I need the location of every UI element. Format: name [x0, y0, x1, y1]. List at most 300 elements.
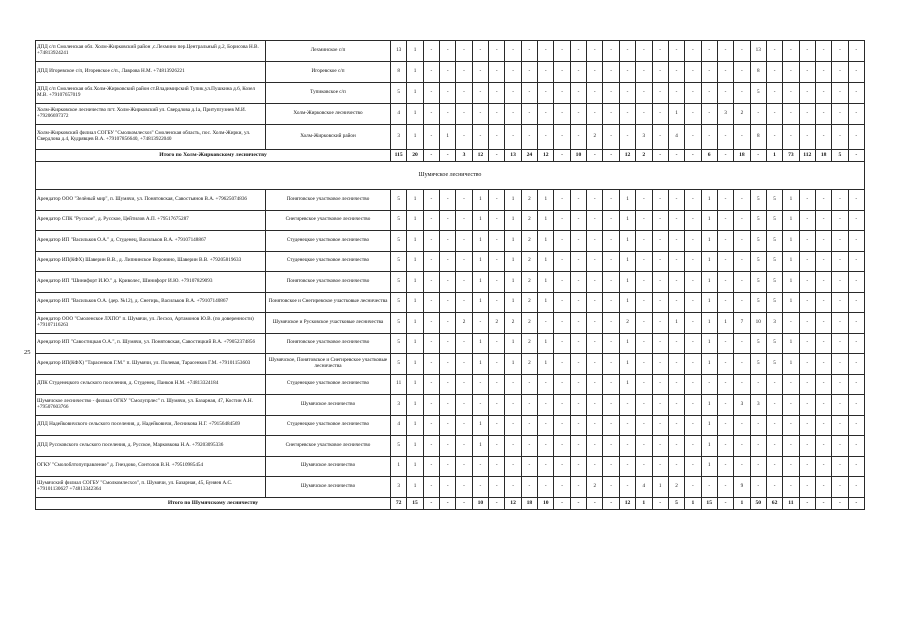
- value-cell: -: [799, 272, 815, 293]
- value-cell: 1: [407, 374, 423, 395]
- value-cell: -: [668, 190, 684, 211]
- total-value-cell: -: [685, 150, 701, 162]
- organization-cell: Арендатор ИП "Шинифорт И.Ю." д. Криволес, Шинифорт И.Ю. +79107829093: [36, 272, 266, 293]
- value-cell: -: [701, 104, 717, 125]
- value-cell: -: [423, 333, 439, 354]
- value-cell: -: [685, 41, 701, 62]
- total-value-cell: 5: [832, 150, 848, 162]
- value-cell: -: [587, 456, 603, 477]
- organization-cell: ДПД Руссковского сельского поселения, д. Русское, Марковкова Н.А. +79203095336: [36, 436, 266, 457]
- total-value-cell: -: [603, 497, 619, 509]
- value-cell: 1: [619, 251, 635, 272]
- value-cell: -: [603, 313, 619, 334]
- value-cell: 5: [766, 210, 782, 231]
- section-row: [36, 162, 865, 190]
- value-cell: 1: [407, 415, 423, 436]
- table-row: [36, 125, 865, 150]
- total-value-cell: -: [717, 497, 733, 509]
- value-cell: -: [538, 125, 554, 150]
- total-value-cell: 12: [472, 150, 488, 162]
- value-cell: -: [456, 104, 472, 125]
- value-cell: -: [603, 333, 619, 354]
- value-cell: -: [554, 272, 570, 293]
- value-cell: -: [668, 62, 684, 83]
- value-cell: -: [668, 374, 684, 395]
- value-cell: -: [815, 354, 831, 375]
- value-cell: -: [423, 395, 439, 416]
- value-cell: -: [505, 83, 521, 104]
- value-cell: -: [505, 104, 521, 125]
- value-cell: -: [570, 415, 586, 436]
- value-cell: 1: [407, 125, 423, 150]
- value-cell: -: [685, 210, 701, 231]
- value-cell: -: [456, 436, 472, 457]
- value-cell: -: [815, 374, 831, 395]
- total-value-cell: 62: [766, 497, 782, 509]
- value-cell: 5: [750, 333, 766, 354]
- value-cell: -: [554, 83, 570, 104]
- table-row: [36, 190, 865, 211]
- value-cell: -: [603, 272, 619, 293]
- value-cell: 2: [521, 190, 537, 211]
- value-cell: -: [554, 354, 570, 375]
- value-cell: -: [554, 313, 570, 334]
- table-row: [36, 354, 865, 375]
- value-cell: -: [717, 272, 733, 293]
- value-cell: -: [570, 251, 586, 272]
- value-cell: -: [848, 210, 864, 231]
- resource-table: [35, 40, 865, 510]
- value-cell: -: [815, 272, 831, 293]
- value-cell: 3: [391, 477, 407, 498]
- value-cell: -: [783, 62, 799, 83]
- value-cell: 13: [750, 41, 766, 62]
- value-cell: 5: [391, 436, 407, 457]
- value-cell: 2: [489, 313, 505, 334]
- value-cell: -: [489, 104, 505, 125]
- value-cell: -: [799, 210, 815, 231]
- total-value-cell: -: [587, 497, 603, 509]
- value-cell: -: [717, 374, 733, 395]
- area-cell: Студенецкое участковое лесничество: [266, 415, 391, 436]
- value-cell: -: [832, 83, 848, 104]
- value-cell: -: [832, 415, 848, 436]
- area-cell: Понятовское участковое лесничество: [266, 333, 391, 354]
- value-cell: -: [734, 210, 750, 231]
- value-cell: -: [423, 251, 439, 272]
- value-cell: -: [489, 395, 505, 416]
- value-cell: -: [799, 313, 815, 334]
- value-cell: -: [521, 436, 537, 457]
- value-cell: -: [701, 62, 717, 83]
- value-cell: 2: [521, 272, 537, 293]
- value-cell: -: [570, 62, 586, 83]
- value-cell: -: [619, 41, 635, 62]
- value-cell: -: [783, 374, 799, 395]
- total-value-cell: 10: [570, 150, 586, 162]
- value-cell: -: [701, 41, 717, 62]
- total-value-cell: 115: [391, 150, 407, 162]
- value-cell: -: [783, 456, 799, 477]
- value-cell: 1: [407, 313, 423, 334]
- value-cell: -: [423, 354, 439, 375]
- value-cell: -: [701, 477, 717, 498]
- value-cell: 1: [783, 210, 799, 231]
- table-row: [36, 313, 865, 334]
- value-cell: -: [636, 272, 652, 293]
- value-cell: -: [652, 83, 668, 104]
- value-cell: 1: [391, 456, 407, 477]
- value-cell: -: [570, 436, 586, 457]
- total-value-cell: -: [717, 150, 733, 162]
- organization-cell: ДПД Игоревское с/п, Игоревское с/п., Лаврова Н.М. +74813926221: [36, 62, 266, 83]
- value-cell: -: [440, 436, 456, 457]
- value-cell: 1: [538, 231, 554, 252]
- value-cell: -: [848, 456, 864, 477]
- value-cell: 3: [391, 395, 407, 416]
- value-cell: -: [685, 272, 701, 293]
- value-cell: -: [489, 333, 505, 354]
- value-cell: 5: [766, 333, 782, 354]
- value-cell: -: [440, 313, 456, 334]
- value-cell: -: [440, 104, 456, 125]
- value-cell: -: [832, 354, 848, 375]
- area-cell: Игоревское с/п: [266, 62, 391, 83]
- value-cell: -: [685, 415, 701, 436]
- value-cell: -: [668, 395, 684, 416]
- value-cell: -: [668, 415, 684, 436]
- value-cell: -: [636, 374, 652, 395]
- table-row: [36, 477, 865, 498]
- value-cell: -: [440, 231, 456, 252]
- value-cell: -: [587, 231, 603, 252]
- total-value-cell: 12: [538, 150, 554, 162]
- value-cell: -: [440, 333, 456, 354]
- total-value-cell: 18: [521, 497, 537, 509]
- value-cell: -: [587, 210, 603, 231]
- value-cell: -: [554, 62, 570, 83]
- value-cell: -: [750, 436, 766, 457]
- value-cell: 5: [766, 190, 782, 211]
- value-cell: -: [423, 477, 439, 498]
- value-cell: -: [554, 41, 570, 62]
- value-cell: -: [766, 41, 782, 62]
- value-cell: -: [587, 313, 603, 334]
- value-cell: -: [652, 456, 668, 477]
- value-cell: 4: [391, 415, 407, 436]
- value-cell: 5: [766, 292, 782, 313]
- value-cell: -: [668, 251, 684, 272]
- area-cell: Шумячское лесничество: [266, 456, 391, 477]
- value-cell: -: [554, 477, 570, 498]
- area-cell: Холм-Жирковский район: [266, 125, 391, 150]
- value-cell: -: [423, 83, 439, 104]
- value-cell: 3: [734, 395, 750, 416]
- value-cell: -: [815, 83, 831, 104]
- value-cell: 3: [391, 125, 407, 150]
- value-cell: -: [619, 83, 635, 104]
- value-cell: 1: [701, 292, 717, 313]
- value-cell: -: [717, 436, 733, 457]
- area-cell: Понятовское участковое лесничество: [266, 272, 391, 293]
- value-cell: -: [685, 292, 701, 313]
- total-value-cell: 15: [701, 497, 717, 509]
- total-value-cell: -: [554, 150, 570, 162]
- value-cell: -: [799, 456, 815, 477]
- value-cell: -: [799, 477, 815, 498]
- value-cell: -: [701, 83, 717, 104]
- value-cell: 2: [521, 313, 537, 334]
- value-cell: -: [766, 477, 782, 498]
- value-cell: 2: [505, 313, 521, 334]
- value-cell: 1: [619, 333, 635, 354]
- value-cell: -: [848, 125, 864, 150]
- value-cell: 5: [750, 292, 766, 313]
- value-cell: 4: [636, 477, 652, 498]
- value-cell: -: [717, 354, 733, 375]
- value-cell: -: [685, 125, 701, 150]
- value-cell: 2: [521, 333, 537, 354]
- total-value-cell: 5: [668, 497, 684, 509]
- value-cell: 1: [505, 292, 521, 313]
- value-cell: -: [734, 436, 750, 457]
- value-cell: -: [554, 456, 570, 477]
- value-cell: -: [554, 251, 570, 272]
- value-cell: -: [799, 104, 815, 125]
- value-cell: -: [619, 104, 635, 125]
- value-cell: -: [538, 374, 554, 395]
- value-cell: -: [766, 415, 782, 436]
- value-cell: -: [603, 125, 619, 150]
- value-cell: -: [799, 374, 815, 395]
- value-cell: -: [587, 395, 603, 416]
- value-cell: -: [734, 415, 750, 436]
- area-cell: Студенецкое участковое лесничество: [266, 231, 391, 252]
- total-value-cell: -: [848, 150, 864, 162]
- value-cell: -: [456, 292, 472, 313]
- organization-cell: Арендатор ООО "Зелёный мир", п. Шумячи, ул. Понятовская, Савостьянов В.А. +79625074836: [36, 190, 266, 211]
- area-cell: Лехминское с/п: [266, 41, 391, 62]
- value-cell: 5: [766, 231, 782, 252]
- total-value-cell: -: [652, 497, 668, 509]
- value-cell: -: [815, 395, 831, 416]
- area-cell: Шумячское, Понятовское и Снегиревское участковые лесничества: [266, 354, 391, 375]
- value-cell: -: [848, 62, 864, 83]
- table-row: [36, 436, 865, 457]
- table-row: [36, 292, 865, 313]
- value-cell: -: [832, 313, 848, 334]
- value-cell: 2: [619, 313, 635, 334]
- value-cell: -: [815, 190, 831, 211]
- value-cell: 1: [472, 210, 488, 231]
- section-title: Шумячское лесничество: [36, 162, 865, 190]
- table-row: [36, 272, 865, 293]
- value-cell: 1: [407, 62, 423, 83]
- value-cell: 1: [701, 251, 717, 272]
- table-row: [36, 395, 865, 416]
- total-value-cell: 12: [619, 497, 635, 509]
- value-cell: 1: [472, 333, 488, 354]
- value-cell: -: [636, 354, 652, 375]
- value-cell: -: [734, 41, 750, 62]
- value-cell: -: [815, 41, 831, 62]
- total-value-cell: 24: [521, 150, 537, 162]
- value-cell: -: [505, 395, 521, 416]
- total-value-cell: 13: [505, 150, 521, 162]
- value-cell: -: [489, 456, 505, 477]
- total-value-cell: -: [750, 150, 766, 162]
- value-cell: 1: [407, 354, 423, 375]
- value-cell: -: [636, 41, 652, 62]
- value-cell: 2: [521, 354, 537, 375]
- value-cell: -: [652, 190, 668, 211]
- organization-cell: ОГКУ "Смолоблтопуправление" д. Гнездово, Сонтолов В.Н. +79510985454: [36, 456, 266, 477]
- value-cell: -: [554, 104, 570, 125]
- value-cell: -: [570, 456, 586, 477]
- value-cell: 4: [668, 125, 684, 150]
- value-cell: 1: [701, 190, 717, 211]
- value-cell: -: [538, 83, 554, 104]
- value-cell: -: [505, 41, 521, 62]
- value-cell: -: [636, 104, 652, 125]
- value-cell: -: [734, 333, 750, 354]
- value-cell: -: [799, 190, 815, 211]
- value-cell: -: [440, 251, 456, 272]
- value-cell: -: [456, 190, 472, 211]
- total-value-cell: -: [456, 497, 472, 509]
- value-cell: -: [734, 251, 750, 272]
- total-value-cell: -: [554, 497, 570, 509]
- value-cell: -: [472, 313, 488, 334]
- value-cell: -: [521, 62, 537, 83]
- value-cell: -: [505, 456, 521, 477]
- value-cell: -: [783, 83, 799, 104]
- value-cell: -: [783, 415, 799, 436]
- value-cell: -: [652, 210, 668, 231]
- value-cell: -: [505, 374, 521, 395]
- value-cell: -: [440, 41, 456, 62]
- total-value-cell: 20: [407, 150, 423, 162]
- value-cell: -: [489, 251, 505, 272]
- value-cell: -: [668, 292, 684, 313]
- organization-cell: Холм-Жирковский филиал СОГБУ "Смолкомлесхоз" Смоленская область, пос. Холм-Жирки, ул. Свердлова д.4, Кудрявцев В.А. +79107856640, +74813922040: [36, 125, 266, 150]
- value-cell: -: [489, 231, 505, 252]
- value-cell: -: [734, 292, 750, 313]
- value-cell: -: [456, 125, 472, 150]
- value-cell: -: [832, 251, 848, 272]
- value-cell: -: [783, 104, 799, 125]
- page-number: 25: [24, 349, 31, 356]
- value-cell: -: [570, 395, 586, 416]
- value-cell: -: [472, 477, 488, 498]
- value-cell: -: [521, 456, 537, 477]
- value-cell: -: [472, 62, 488, 83]
- value-cell: -: [685, 83, 701, 104]
- value-cell: 5: [750, 231, 766, 252]
- value-cell: -: [472, 374, 488, 395]
- total-value-cell: -: [440, 150, 456, 162]
- value-cell: -: [619, 62, 635, 83]
- value-cell: -: [848, 395, 864, 416]
- value-cell: -: [440, 210, 456, 231]
- value-cell: -: [603, 83, 619, 104]
- value-cell: -: [521, 415, 537, 436]
- value-cell: 5: [391, 292, 407, 313]
- value-cell: 5: [391, 190, 407, 211]
- value-cell: -: [456, 83, 472, 104]
- value-cell: -: [783, 477, 799, 498]
- value-cell: -: [570, 104, 586, 125]
- value-cell: 1: [440, 125, 456, 150]
- value-cell: -: [489, 190, 505, 211]
- value-cell: -: [440, 272, 456, 293]
- value-cell: -: [652, 333, 668, 354]
- value-cell: -: [636, 292, 652, 313]
- value-cell: -: [766, 104, 782, 125]
- value-cell: -: [489, 477, 505, 498]
- value-cell: 1: [472, 292, 488, 313]
- value-cell: -: [570, 292, 586, 313]
- value-cell: -: [848, 415, 864, 436]
- table-row: [36, 415, 865, 436]
- value-cell: -: [423, 456, 439, 477]
- area-cell: Понятовское и Снегиревское участковые лесничества: [266, 292, 391, 313]
- value-cell: -: [603, 251, 619, 272]
- table-row: [36, 210, 865, 231]
- value-cell: 1: [619, 292, 635, 313]
- value-cell: -: [587, 83, 603, 104]
- value-cell: -: [505, 125, 521, 150]
- value-cell: -: [489, 415, 505, 436]
- total-label: Итого по Шумячскому лесничеству: [36, 497, 391, 509]
- value-cell: 1: [472, 415, 488, 436]
- value-cell: -: [815, 436, 831, 457]
- value-cell: -: [456, 374, 472, 395]
- value-cell: -: [456, 477, 472, 498]
- area-cell: Холм-Жирковское лесничество: [266, 104, 391, 125]
- value-cell: -: [570, 374, 586, 395]
- value-cell: 1: [701, 456, 717, 477]
- value-cell: -: [521, 41, 537, 62]
- value-cell: -: [554, 231, 570, 252]
- value-cell: -: [766, 125, 782, 150]
- value-cell: 1: [505, 272, 521, 293]
- value-cell: 1: [701, 210, 717, 231]
- value-cell: -: [489, 210, 505, 231]
- value-cell: -: [587, 374, 603, 395]
- total-value-cell: -: [587, 150, 603, 162]
- value-cell: 5: [750, 354, 766, 375]
- area-cell: Шумячское лесничество: [266, 395, 391, 416]
- value-cell: -: [652, 415, 668, 436]
- value-cell: -: [636, 456, 652, 477]
- value-cell: -: [832, 125, 848, 150]
- value-cell: -: [848, 231, 864, 252]
- value-cell: 1: [472, 190, 488, 211]
- value-cell: -: [685, 395, 701, 416]
- value-cell: -: [505, 477, 521, 498]
- value-cell: -: [766, 374, 782, 395]
- value-cell: 8: [750, 62, 766, 83]
- value-cell: -: [603, 62, 619, 83]
- value-cell: 1: [668, 104, 684, 125]
- value-cell: -: [717, 477, 733, 498]
- value-cell: -: [750, 104, 766, 125]
- value-cell: -: [489, 354, 505, 375]
- value-cell: -: [652, 41, 668, 62]
- total-value-cell: 1: [636, 497, 652, 509]
- value-cell: 1: [538, 354, 554, 375]
